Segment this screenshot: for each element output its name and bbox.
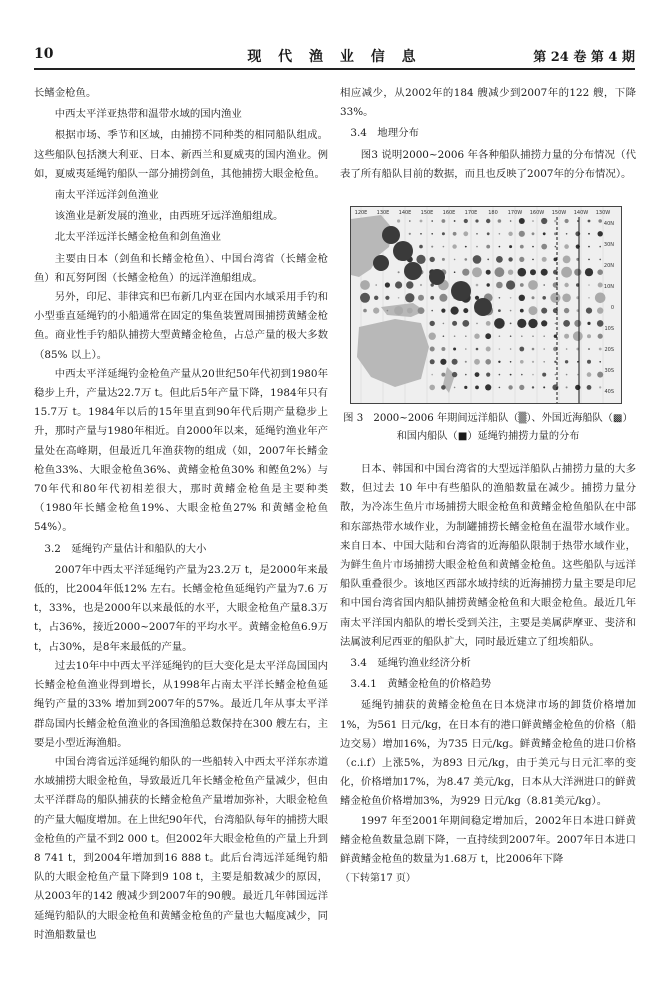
effort-circle	[499, 374, 501, 376]
effort-circle	[597, 320, 604, 327]
effort-circle	[429, 333, 436, 340]
effort-circle	[373, 308, 379, 314]
effort-circle	[599, 246, 601, 248]
effort-circle	[565, 219, 569, 223]
effort-circle	[406, 281, 413, 288]
effort-circle	[530, 269, 536, 275]
effort-circle	[532, 335, 534, 337]
effort-circle	[528, 319, 537, 328]
effort-circle	[520, 283, 524, 287]
effort-circle	[564, 334, 569, 339]
effort-circle	[563, 256, 571, 264]
map-latitude-label: 30N	[603, 242, 614, 249]
effort-circle	[577, 220, 579, 222]
effort-circle	[599, 259, 601, 261]
effort-circle	[519, 257, 524, 262]
effort-circle	[510, 310, 512, 312]
effort-circle	[398, 297, 400, 299]
paragraph: 图3 说明2000~2006 年各种船队捕捞力量的分布情况（代表了所有船队目前的数据，而且也反映了2007年的分布情况）。	[340, 148, 636, 180]
effort-circle	[374, 296, 378, 300]
effort-circle	[566, 386, 568, 388]
effort-circle-large	[393, 241, 413, 261]
effort-circle	[508, 270, 513, 275]
effort-circle	[454, 335, 456, 337]
effort-circle-large	[382, 226, 400, 244]
effort-circle	[573, 331, 583, 341]
effort-circle	[597, 269, 603, 275]
figure-caption-line: 图 3 2000~2006 年期间远洋船队（▒）、外国近海船队（▩）	[343, 413, 633, 425]
effort-circle	[587, 334, 591, 338]
effort-circle	[430, 347, 435, 352]
effort-circle	[476, 323, 478, 325]
effort-circle	[407, 308, 413, 314]
effort-circle	[360, 280, 370, 290]
effort-circle	[485, 384, 491, 390]
distribution-map-figure	[350, 206, 622, 404]
effort-circle	[454, 271, 456, 273]
effort-circle	[453, 232, 457, 236]
effort-circle	[441, 309, 445, 313]
effort-circle	[485, 333, 491, 339]
effort-circle	[599, 386, 601, 388]
effort-circle	[487, 232, 490, 235]
effort-circle	[510, 335, 512, 337]
map-longitude-label: 170E	[464, 210, 478, 217]
map-latitude-label: 20S	[604, 347, 614, 354]
effort-circle	[431, 220, 433, 222]
effort-circle	[452, 359, 458, 365]
map-longitude-label: 120E	[354, 210, 368, 217]
map-latitude-label: 10S	[604, 326, 614, 333]
effort-circle	[474, 359, 480, 365]
effort-circle	[541, 269, 548, 276]
effort-circle	[532, 348, 535, 351]
map-longitude-label: 160E	[442, 210, 456, 217]
map-longitude-label: 130W	[595, 210, 611, 217]
effort-circle	[465, 361, 467, 363]
effort-circle	[520, 309, 524, 313]
effort-circle	[453, 348, 456, 351]
effort-circle	[452, 244, 456, 248]
effort-circle	[486, 347, 491, 352]
effort-circle	[509, 245, 512, 248]
effort-circle	[508, 385, 512, 389]
effort-circle	[520, 245, 524, 249]
effort-circle	[419, 245, 423, 249]
paragraph: 过去10年中中西太平洋延绳钓的巨大变化是太平洋岛国国内长鳍金枪鱼渔业得到增长，从1998年占南太平洋长鳍金枪鱼延绳钓产量的33% 增加到2007年的57%。最近几年从事太平洋群岛国内长鳍金枪鱼渔业的各国渔船总数保持在300 艘左右，主要是小型近海渔船。	[34, 659, 328, 749]
effort-circle	[532, 386, 534, 388]
effort-circle	[476, 246, 478, 248]
section-heading: 3.2 延绳钓产量估计和船队的大小	[44, 542, 207, 555]
figure-caption	[340, 410, 636, 446]
effort-circle	[443, 335, 445, 337]
effort-circle	[587, 322, 590, 325]
effort-circle	[499, 348, 501, 350]
effort-circle	[409, 233, 411, 235]
effort-circle	[499, 246, 501, 248]
effort-circle	[397, 219, 400, 222]
effort-circle	[465, 374, 467, 376]
effort-circle	[543, 284, 545, 286]
effort-circle	[439, 294, 447, 302]
effort-circle	[418, 307, 425, 314]
left-column	[34, 84, 328, 945]
effort-circle	[532, 246, 534, 248]
effort-circle	[506, 280, 515, 289]
effort-circle	[532, 296, 535, 299]
effort-circle	[532, 361, 534, 363]
effort-circle	[554, 232, 557, 235]
effort-circle	[598, 334, 603, 339]
effort-circle	[498, 219, 502, 223]
effort-circle	[563, 320, 570, 327]
effort-circle	[442, 219, 446, 223]
effort-circle	[487, 259, 489, 261]
effort-circle	[418, 295, 424, 301]
effort-circle	[416, 255, 425, 264]
effort-circle	[475, 386, 479, 390]
effort-circle	[564, 283, 568, 287]
effort-circle	[587, 372, 592, 377]
section-heading: 3.4 地理分布	[350, 127, 419, 140]
effort-circle	[510, 297, 512, 299]
paragraph: 根据市场、季节和区域，由捕捞不同种类的相同船队组成。这些船队包括澳大利亚、日本、新西兰和夏威夷的国内渔业。例如，夏威夷延绳钓船队一部分捕捞剑鱼，其他捕捞大眼金枪鱼。	[34, 129, 328, 180]
effort-circle	[454, 220, 456, 222]
page-header	[34, 44, 635, 70]
map-longitude-label: 180	[488, 210, 498, 217]
effort-circle	[574, 320, 581, 327]
map-latitude-label: 40N	[603, 221, 614, 228]
effort-circle	[577, 374, 579, 376]
effort-circle	[566, 233, 568, 235]
map-longitude-label: 160W	[529, 210, 545, 217]
effort-circle-large	[451, 281, 471, 301]
effort-circle	[554, 220, 557, 223]
effort-circle	[519, 385, 524, 390]
map-longitude-label: 140E	[398, 210, 412, 217]
effort-circle	[465, 246, 467, 248]
effort-circle-large	[404, 262, 422, 280]
effort-circle	[395, 281, 402, 288]
effort-circle	[385, 282, 390, 287]
effort-circle	[541, 308, 547, 314]
fishing-effort-map	[351, 207, 621, 403]
paragraph: 相应减少，从2002年的184 艘减少到2007年的122 艘，下降33%。	[340, 87, 636, 119]
effort-circle	[440, 359, 446, 365]
section-heading: 南太平洋远洋剑鱼渔业	[54, 189, 159, 202]
effort-circle	[575, 385, 580, 390]
effort-circle	[588, 233, 590, 235]
effort-circle	[521, 335, 523, 337]
map-latitude-label: 10N	[603, 284, 614, 291]
effort-circle	[465, 258, 468, 261]
effort-circle	[472, 267, 482, 277]
effort-circle	[510, 361, 512, 363]
effort-circle	[494, 318, 505, 329]
map-longitude-label: 170W	[507, 210, 523, 217]
map-latitude-label: 0	[610, 305, 614, 312]
effort-circle	[518, 268, 527, 277]
effort-circle	[542, 373, 546, 377]
effort-circle	[463, 308, 468, 313]
effort-circle	[499, 297, 501, 299]
effort-circle	[586, 308, 592, 314]
map-latitude-label: 20N	[603, 263, 614, 270]
effort-circle	[409, 220, 411, 222]
effort-circle	[431, 233, 433, 235]
effort-circle	[562, 294, 571, 303]
effort-circle	[498, 309, 501, 312]
effort-circle	[595, 293, 606, 304]
effort-circle	[587, 385, 592, 390]
effort-circle-large	[373, 255, 389, 271]
effort-circle	[454, 259, 456, 261]
effort-circle	[430, 257, 435, 262]
effort-circle	[550, 293, 560, 303]
effort-circle	[474, 334, 479, 339]
effort-circle	[521, 374, 523, 376]
effort-circle	[599, 361, 601, 363]
effort-circle	[510, 323, 512, 325]
effort-circle	[464, 219, 468, 223]
effort-circle	[597, 372, 603, 378]
effort-circle	[485, 359, 491, 365]
paragraph: 该渔业是新发展的渔业，由西班牙远洋渔船组成。	[54, 210, 284, 223]
effort-circle-large	[474, 298, 492, 316]
effort-circle	[555, 246, 557, 248]
effort-circle	[360, 293, 370, 303]
paragraph: 主要由日本（剑鱼和长鳍金枪鱼）、中国台湾省（长鳍金枪鱼）和瓦努阿图（长鳍金枪鱼）的远洋渔船组成。	[34, 252, 328, 284]
effort-circle	[588, 284, 590, 286]
effort-circle	[542, 257, 547, 262]
paragraph: 中西太平洋延绳钓金枪鱼产量从20世纪50年代初到1980年稳步上升，产量达22.7万 t。但此后5年产量下降，1984年只有15.7万 t。1984年以后的15年里直到90年代后期产量稳步上升，那时产量与1980年相近。自2000年以来，延绳钓渔业年产量处在高峰期，但最近几年渔获物的组成（如，2007年长鳍金枪鱼33%、大眼金枪鱼36%、黄鳍金枪鱼30% 和鲣鱼2%）与70年代和80年代初相差很大，那时黄鳍金枪鱼是主要种类（1980年长鳍金枪鱼19%、大眼金枪鱼27% 和黄鳍金枪鱼54%）。	[34, 367, 328, 534]
effort-circle	[555, 323, 557, 325]
effort-circle	[541, 320, 547, 326]
effort-circle	[543, 386, 545, 388]
section-heading: 3.4.1 黄鳍金枪鱼的价格趋势	[350, 678, 492, 691]
effort-circle	[541, 244, 547, 250]
effort-circle	[510, 220, 512, 222]
effort-circle	[487, 283, 490, 286]
effort-circle	[543, 348, 545, 350]
map-longitude-label: 150E	[420, 210, 434, 217]
effort-circle	[473, 255, 482, 264]
effort-circle	[475, 372, 480, 377]
journal-title: 现 代 渔 业 信 息	[247, 49, 422, 65]
effort-circle	[441, 347, 445, 351]
effort-circle	[465, 335, 467, 337]
effort-circle	[519, 231, 525, 237]
effort-circle	[496, 256, 503, 263]
effort-circle	[443, 246, 445, 248]
effort-circle	[566, 374, 568, 376]
effort-circle	[529, 306, 538, 315]
effort-circle	[574, 269, 581, 276]
effort-circle	[405, 293, 414, 302]
effort-circle	[517, 319, 526, 328]
effort-circle	[598, 283, 603, 288]
effort-circle	[597, 307, 603, 313]
effort-circle	[510, 374, 512, 376]
map-longitude-label: 130E	[376, 210, 390, 217]
paragraph: 中国台湾省远洋延绳钓船队的一些船转入中西太平洋东赤道水域捕捞大眼金枪鱼，导致最近几年长鳍金枪鱼产量减少，但由太平洋群岛的船队捕获的长鳍金枪鱼产量增加弥补，大眼金枪鱼的产量大幅度增加。在上世纪90年代，台湾船队每年的捕捞大眼金枪鱼的产量不到2 000 t。但2002年大眼金枪鱼的产量上升到8 741 t，到2004年增加到16 888 t。此后台湾远洋延绳钓船队的大眼金枪鱼产量下降到9 108 t，主要是船数减少的原因，从2003年的142 艘减少到2007年的90艘。最近几年韩国远洋延绳钓船队的大眼金枪鱼和黄鳍金枪鱼的产量也大幅度减少，同时渔船数量也	[34, 755, 328, 941]
paragraph: 另外，印尼、菲律宾和巴布新几内亚在国内水域采用手钓和小型垂直延绳钓的小船通常在固定的集鱼装置周围捕捞黄鳍金枪鱼。商业性手钓船队捕捞大型黄鳍金枪鱼，占总产量的极大多数（85% 以上）。	[34, 291, 328, 361]
effort-circle	[542, 296, 546, 300]
effort-circle	[588, 348, 590, 350]
effort-circle	[486, 245, 490, 249]
effort-circle	[486, 321, 491, 326]
effort-circle	[508, 232, 512, 236]
effort-circle	[588, 246, 590, 248]
effort-circle	[519, 295, 525, 301]
effort-circle	[543, 232, 546, 235]
effort-circle	[431, 374, 433, 376]
effort-circle	[441, 385, 446, 390]
paragraph: 1997 年至2001年期间稳定增加后，2002年日本进口鲜黄鳍金枪鱼数量急剧下降，一直持续到2007年。2007年日本进口鲜黄鳍金枪鱼的数量为1.68万 t，比2006年下降	[340, 814, 636, 866]
effort-circle	[585, 268, 593, 276]
effort-circle	[510, 348, 512, 350]
effort-circle	[441, 373, 445, 377]
effort-circle	[508, 257, 512, 261]
effort-circle	[430, 321, 435, 326]
effort-circle	[565, 360, 568, 363]
effort-circle	[532, 220, 534, 222]
effort-circle	[420, 233, 422, 235]
effort-circle	[431, 310, 433, 312]
effort-circle	[420, 220, 423, 223]
effort-circle	[375, 284, 377, 286]
effort-circle	[464, 386, 467, 389]
effort-circle	[588, 259, 590, 261]
paragraph: 延绳钓捕获的黄鳍金枪鱼在日本烧津市场的卸货价格增加1%，为561 日元/kg，在日本有的港口鲜黄鳍金枪鱼的价格（船边交易）增加16%，为735 日元/kg。鲜黄鳍金枪鱼的进口价格（c.i.f）上涨5%，为893 日元/kg，由于美元与日元汇率的变化，价格增加17%，为8.47 美元/kg，日本从大洋洲进口的鲜黄鳍金枪鱼价格增加3%，为929 日元/kg（8.81美元/kg）。	[340, 699, 636, 808]
paragraph: 长鳍金枪鱼。	[34, 87, 97, 99]
paragraph: 日本、韩国和中国台湾省的大型远洋船队占捕捞力量的大多数，但过去 10 年中有些船队的渔船数量在减少。捕捞力量分散，为冷冻生鱼片市场捕捞大眼金枪鱼和黄鳍金枪鱼船队在中部和东部热带水域作业，为制罐捕捞长鳍金枪鱼在温带水域作业。来自日本、中国大陆和台湾省的近海船队限制于热带水域作业，为鲜生鱼片市场捕捞大眼金枪鱼和黄鳍金枪鱼。这些船队与远洋船队重叠很少。该地区西部水域持续的近海捕捞力量主要是印尼和中国台湾省国内船队捕捞黄鳍金枪鱼和大眼金枪鱼。最近几年南太平洋国内船队的增长受到关注，主要是美属萨摩亚、斐济和法属波利尼西亚的船队扩大，同时最近建立了纽埃船队。	[340, 463, 636, 648]
effort-circle	[430, 359, 435, 364]
effort-circle	[520, 360, 524, 364]
effort-circle	[577, 361, 579, 363]
effort-circle	[486, 270, 491, 275]
effort-circle	[588, 220, 591, 223]
effort-circle	[495, 267, 505, 277]
effort-circle	[598, 219, 602, 223]
effort-circle	[588, 297, 590, 299]
effort-circle	[598, 231, 603, 236]
page-number: 10	[34, 46, 54, 62]
effort-circle	[452, 372, 457, 377]
effort-circle	[528, 280, 538, 290]
effort-circle	[387, 310, 389, 312]
effort-circle	[454, 387, 456, 389]
effort-circle	[541, 218, 547, 224]
figure-caption-line: 和国内船队（■）延绳钓捕捞力量的分布	[396, 431, 580, 443]
effort-circle	[532, 259, 534, 261]
section-heading: 北太平洋远洋长鳍金枪鱼和剑鱼渔业	[54, 231, 222, 244]
effort-circle	[452, 321, 457, 326]
effort-circle	[519, 218, 525, 224]
effort-circle	[465, 348, 467, 350]
effort-circle	[476, 233, 478, 235]
effort-circle	[463, 231, 468, 236]
effort-circle	[587, 360, 591, 364]
effort-circle	[442, 258, 445, 261]
effort-circle	[498, 361, 500, 363]
effort-circle-large	[429, 269, 445, 285]
effort-circle	[451, 307, 459, 315]
continued-note: （下转第17 页）	[340, 873, 416, 885]
section-heading: 3.4 延绳钓渔业经济分析	[350, 657, 471, 670]
effort-circle	[430, 296, 434, 300]
effort-circle	[496, 282, 503, 289]
effort-circle	[566, 348, 568, 350]
effort-circle	[519, 347, 524, 352]
effort-circle	[476, 348, 479, 351]
effort-circle	[564, 308, 569, 313]
effort-circle	[543, 361, 545, 363]
map-longitude-label: 140W	[573, 210, 589, 217]
effort-circle	[442, 232, 445, 235]
effort-circle	[420, 284, 422, 286]
effort-circle	[554, 361, 556, 363]
effort-circle	[475, 219, 478, 222]
effort-circle	[532, 232, 535, 235]
effort-circle	[443, 323, 445, 325]
effort-circle	[499, 233, 501, 235]
effort-circle	[462, 269, 469, 276]
paragraph: 2007年中西太平洋延绳钓产量为23.2万 t，是2000年来最低的，比2004年低12% 左右。长鳍金枪鱼延绳钓产量为7.6 万 t，33%，也是2000年以来最低的水平，大眼金枪鱼产量8.3万 t，占36%，接近2000~2007年的平均水平。黄鳍金枪鱼6.9万 t，占30%，是8年来最低的产量。	[34, 563, 328, 653]
right-column	[340, 84, 636, 888]
effort-circle	[476, 284, 479, 287]
effort-circle	[394, 306, 403, 315]
effort-circle	[561, 267, 572, 278]
effort-circle	[555, 374, 557, 376]
effort-circle	[462, 320, 469, 327]
section-heading: 中西太平洋亚热带和温带水域的国内渔业	[54, 108, 242, 121]
effort-circle	[543, 335, 545, 337]
effort-circle	[398, 271, 400, 273]
effort-circle	[564, 244, 569, 249]
map-longitude-label: 150W	[551, 210, 567, 217]
effort-circle	[385, 296, 389, 300]
effort-circle	[532, 374, 534, 376]
map-latitude-label: 40S	[604, 389, 614, 396]
effort-circle	[431, 246, 433, 248]
effort-circle	[499, 387, 501, 389]
effort-circle	[499, 335, 501, 337]
effort-circle	[363, 309, 367, 313]
effort-circle	[486, 373, 490, 377]
volume-issue: 第 24 卷 第 4 期	[533, 50, 635, 65]
effort-circle	[599, 348, 602, 351]
map-latitude-label: 30S	[604, 368, 614, 375]
effort-circle	[486, 219, 490, 223]
effort-circle	[429, 385, 435, 391]
